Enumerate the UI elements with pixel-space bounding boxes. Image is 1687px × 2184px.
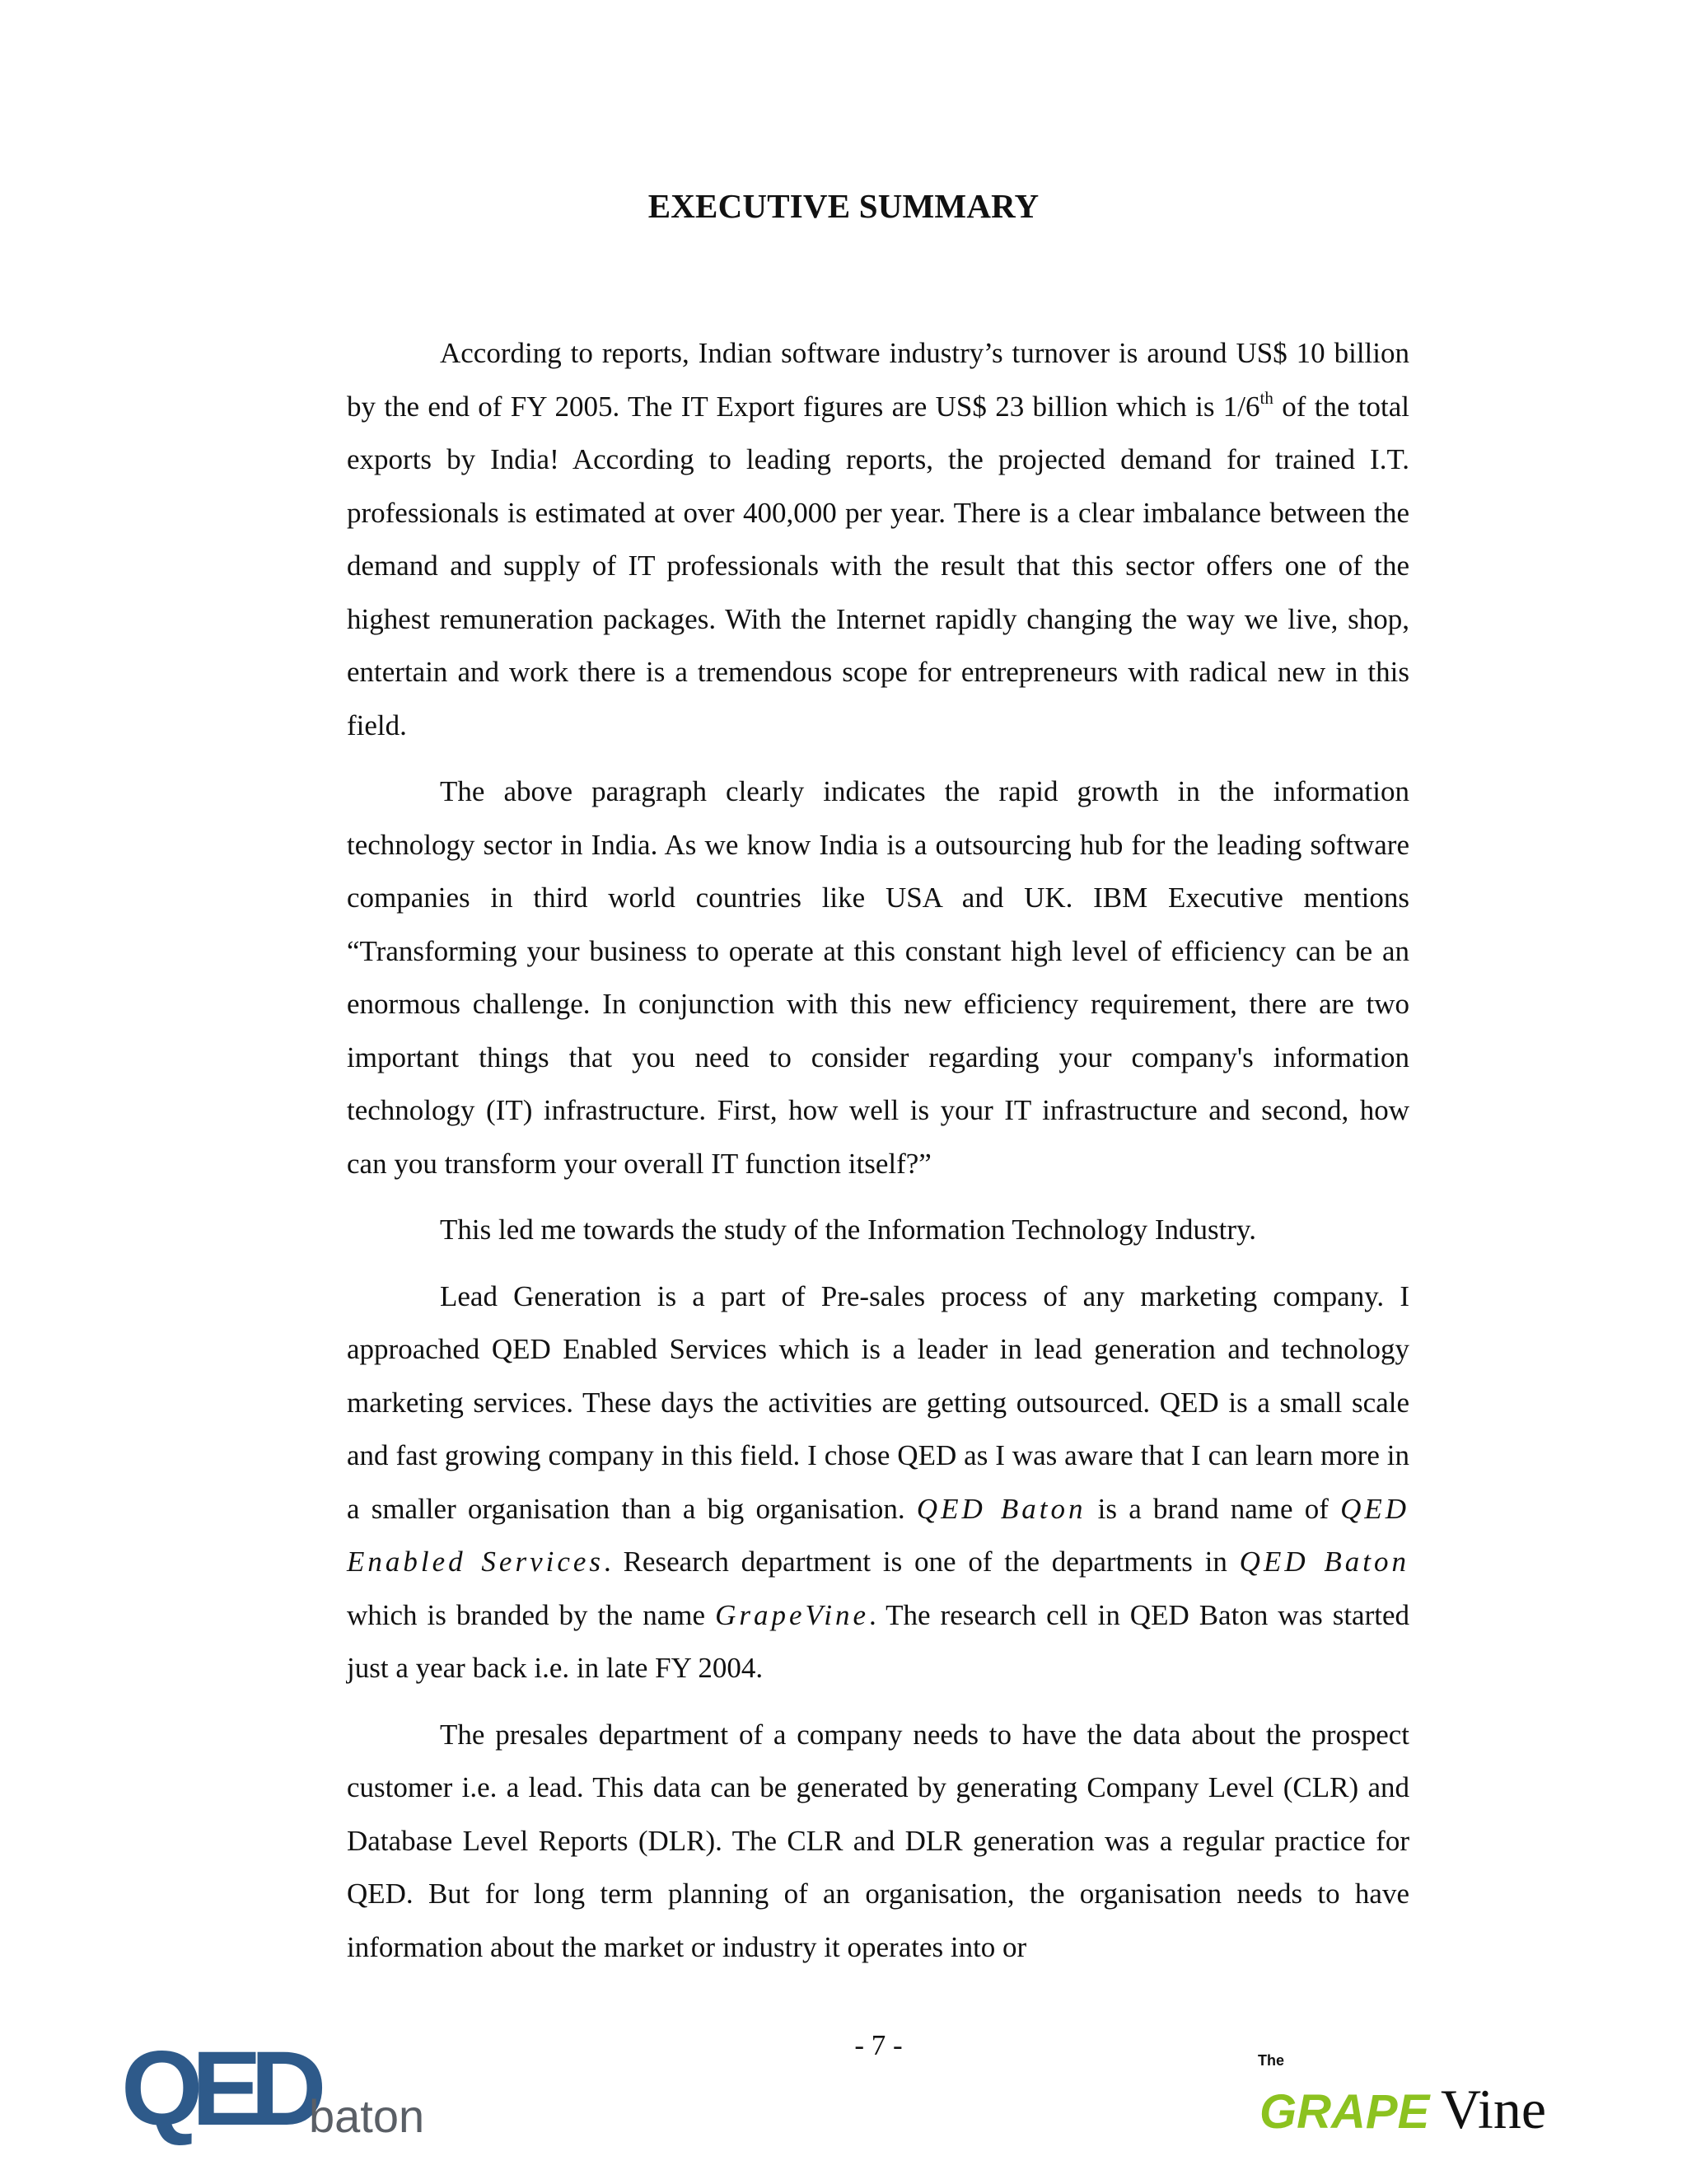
qed-baton-logo bbox=[118, 2023, 456, 2146]
brand-name-qed-baton: QED Baton bbox=[916, 1492, 1087, 1525]
paragraph-4-text-e: . The research cell in QED Baton was started just a year back i.e. in late FY 2004. bbox=[347, 1598, 1410, 1684]
paragraph-1 bbox=[347, 327, 1409, 752]
paragraph-4-text-b: is a brand name of bbox=[1086, 1492, 1341, 1525]
paragraph-5: The presales department of a company needs to have the data about the prospect customer i.e. a lead. This data can be generated by generating Company Level (CLR) and Database Level Reports (DLR). The CLR and DLR generation was a regular practice for QED. But for long term planning of an organisation, the organisation needs to have information about the market or industry it operates into or bbox=[347, 1718, 1409, 1963]
paragraph-2: The above paragraph clearly indicates the rapid growth in the information technology sector in India. As we know India is a outsourcing hub for the leading software companies in third world countries like USA and UK. IBM Executive mentions “Transforming your business to operate at this constant high level of efficiency can be an enormous challenge. In conjunction with this new efficiency requirement, there are two important things that you need to consider regarding your company's information technology (IT) infrastructure. First, how well is your IT infrastructure and second, how can you transform your overall IT function itself?” bbox=[347, 775, 1409, 1180]
paragraph-4-text-d: which is branded by the name bbox=[347, 1598, 716, 1631]
paragraph-4-text-a: Lead Generation is a part of Pre-sales process of any marketing company. I approached QED Enabled Services which is a leader in lead generation and technology marketing services. These days the activities are getting outsourced. QED is a small scale and fast growing company in this field. I chose QED as I was aware that I can learn more in a smaller organisation than a big organisation. bbox=[347, 1279, 1409, 1525]
brand-name-qed-enabled-services: QED Enabled Services bbox=[347, 1492, 1409, 1578]
grapevine-logo bbox=[1255, 2049, 1568, 2140]
brand-name-grapevine: GrapeVine bbox=[715, 1598, 870, 1631]
page-number: - 7 - bbox=[854, 2029, 903, 2061]
paragraph-3: This led me towards the study of the Information Technology Industry. bbox=[440, 1214, 1256, 1246]
brand-name-qed-baton-2: QED Baton bbox=[1239, 1546, 1409, 1578]
baton-logo-word: baton bbox=[309, 2090, 425, 2142]
page-title: EXECUTIVE SUMMARY bbox=[647, 187, 1040, 225]
qed-logo-mark: QED bbox=[121, 2030, 315, 2146]
grapevine-logo-word: Vine bbox=[1441, 2078, 1547, 2140]
paragraph-4-text-c: . Research department is one of the departments in bbox=[604, 1546, 1240, 1578]
grapevine-logo-the: The bbox=[1258, 2052, 1285, 2069]
paragraph-1-text-a: According to reports, Indian software industry’s turnover is around US$ 10 billion by the end of FY 2005. The IT Export figures are US$ 23 billion which is 1/6 bbox=[347, 337, 1409, 423]
paragraph-1-text-b: of the total exports by India! According to leading reports, the projected demand for trained I.T. professionals is estimated at over 400,000 per year. There is a clear imbalance between the demand and supply of IT professionals with the result that this sector offers one of the highest remuneration packages. With the Internet rapidly changing the way we live, shop, entertain and work there is a tremendous scope for entrepreneurs with radical new in this field. bbox=[347, 390, 1409, 741]
document-body bbox=[347, 327, 1409, 1987]
ordinal-superscript: th bbox=[1259, 387, 1273, 408]
paragraph-4 bbox=[347, 1270, 1409, 1695]
grapevine-logo-brand: GRAPE bbox=[1259, 2085, 1430, 2139]
